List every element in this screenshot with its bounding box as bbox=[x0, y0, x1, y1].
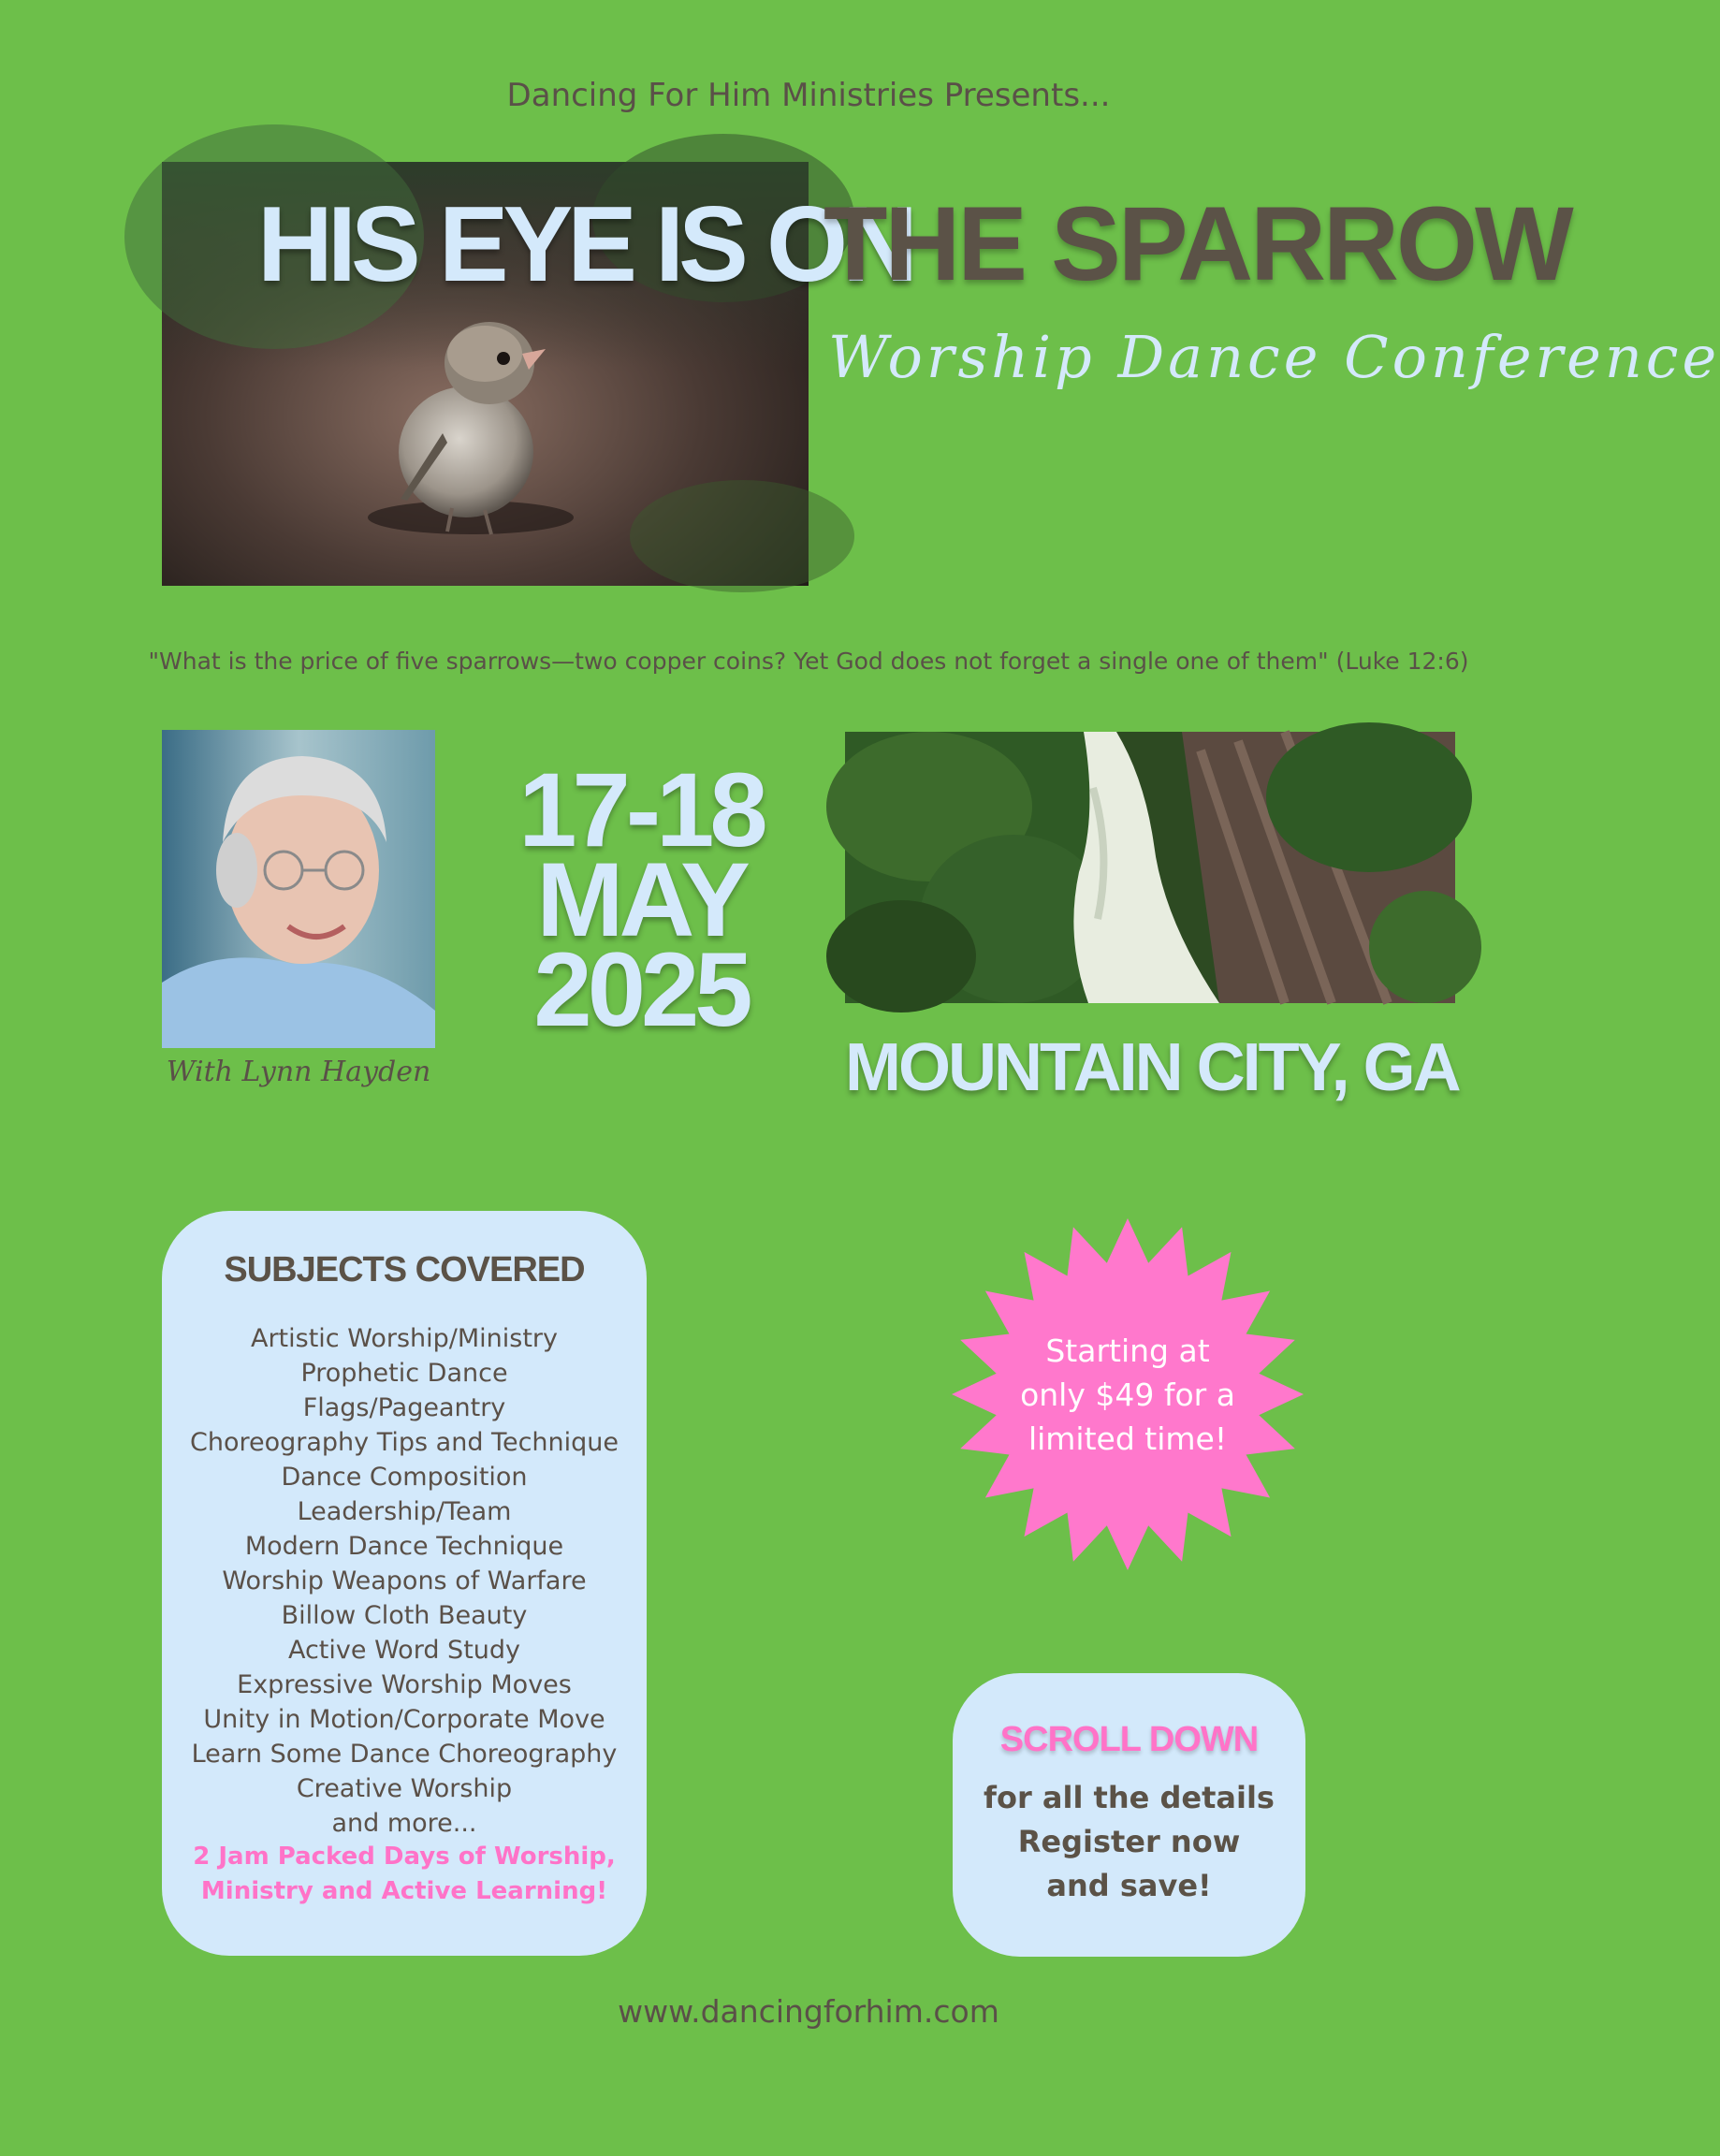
presenter-line: Dancing For Him Ministries Presents... bbox=[506, 77, 1111, 114]
scroll-down-body bbox=[953, 1776, 1305, 1908]
subject-item: Choreography Tips and Technique bbox=[190, 1428, 619, 1457]
subjects-title: SUBJECTS COVERED bbox=[224, 1250, 585, 1289]
waterfall-photo bbox=[845, 732, 1455, 1003]
subject-item: Active Word Study bbox=[287, 1636, 521, 1665]
subject-item: Worship Weapons of Warfare bbox=[222, 1566, 587, 1595]
subject-item: Dance Composition bbox=[281, 1463, 528, 1492]
price-line: Starting at bbox=[1045, 1333, 1210, 1369]
subject-item: Billow Cloth Beauty bbox=[281, 1601, 528, 1630]
scroll-down-card bbox=[953, 1673, 1305, 1957]
subject-item: Flags/Pageantry bbox=[302, 1393, 506, 1422]
price-line: only $49 for a bbox=[1020, 1377, 1235, 1413]
date-month: MAY bbox=[536, 841, 746, 958]
instructor-caption: With Lynn Hayden bbox=[166, 1056, 431, 1088]
subject-item: Artistic Worship/Ministry bbox=[250, 1324, 559, 1353]
scroll-line: and save! bbox=[1046, 1868, 1212, 1903]
subject-item: and more... bbox=[331, 1809, 477, 1838]
subjects-highlight bbox=[162, 1840, 647, 1909]
scroll-down-title: SCROLL DOWN bbox=[999, 1720, 1259, 1759]
price-line: limited time! bbox=[1028, 1420, 1228, 1457]
subject-item: Prophetic Dance bbox=[300, 1359, 508, 1388]
conference-subtitle: Worship Dance Conference bbox=[828, 323, 1720, 391]
website-link[interactable]: www.dancingforhim.com bbox=[618, 1993, 999, 2030]
scroll-line: Register now bbox=[1017, 1824, 1241, 1859]
highlight-line: 2 Jam Packed Days of Worship, bbox=[193, 1843, 616, 1871]
event-date bbox=[487, 751, 795, 1048]
title-left: HIS EYE IS ON bbox=[257, 183, 912, 304]
instructor-illustration bbox=[162, 730, 435, 1048]
subject-item: Leadership/Team bbox=[297, 1497, 512, 1526]
date-year: 2025 bbox=[533, 931, 749, 1048]
subject-item: Creative Worship bbox=[296, 1774, 513, 1803]
subject-item: Learn Some Dance Choreography bbox=[191, 1740, 618, 1769]
subject-item: Expressive Worship Moves bbox=[237, 1670, 572, 1699]
price-text bbox=[997, 1329, 1259, 1461]
instructor-photo bbox=[162, 730, 435, 1048]
subject-item: Unity in Motion/Corporate Move bbox=[203, 1705, 605, 1734]
event-location: MOUNTAIN CITY, GA bbox=[845, 1030, 1459, 1105]
subject-item: Modern Dance Technique bbox=[244, 1532, 564, 1561]
title-right: THE SPARROW bbox=[824, 185, 1571, 302]
scroll-line: for all the details bbox=[984, 1780, 1275, 1815]
highlight-line: Ministry and Active Learning! bbox=[200, 1877, 608, 1905]
subjects-card bbox=[162, 1211, 647, 1956]
scripture-quote: "What is the price of five sparrows—two copper coins? Yet God does not forget a single one of them" (Luke 12:6) bbox=[148, 648, 1469, 675]
date-days: 17-18 bbox=[518, 751, 764, 868]
subjects-list bbox=[162, 1321, 647, 1841]
waterfall-illustration bbox=[845, 732, 1455, 1003]
